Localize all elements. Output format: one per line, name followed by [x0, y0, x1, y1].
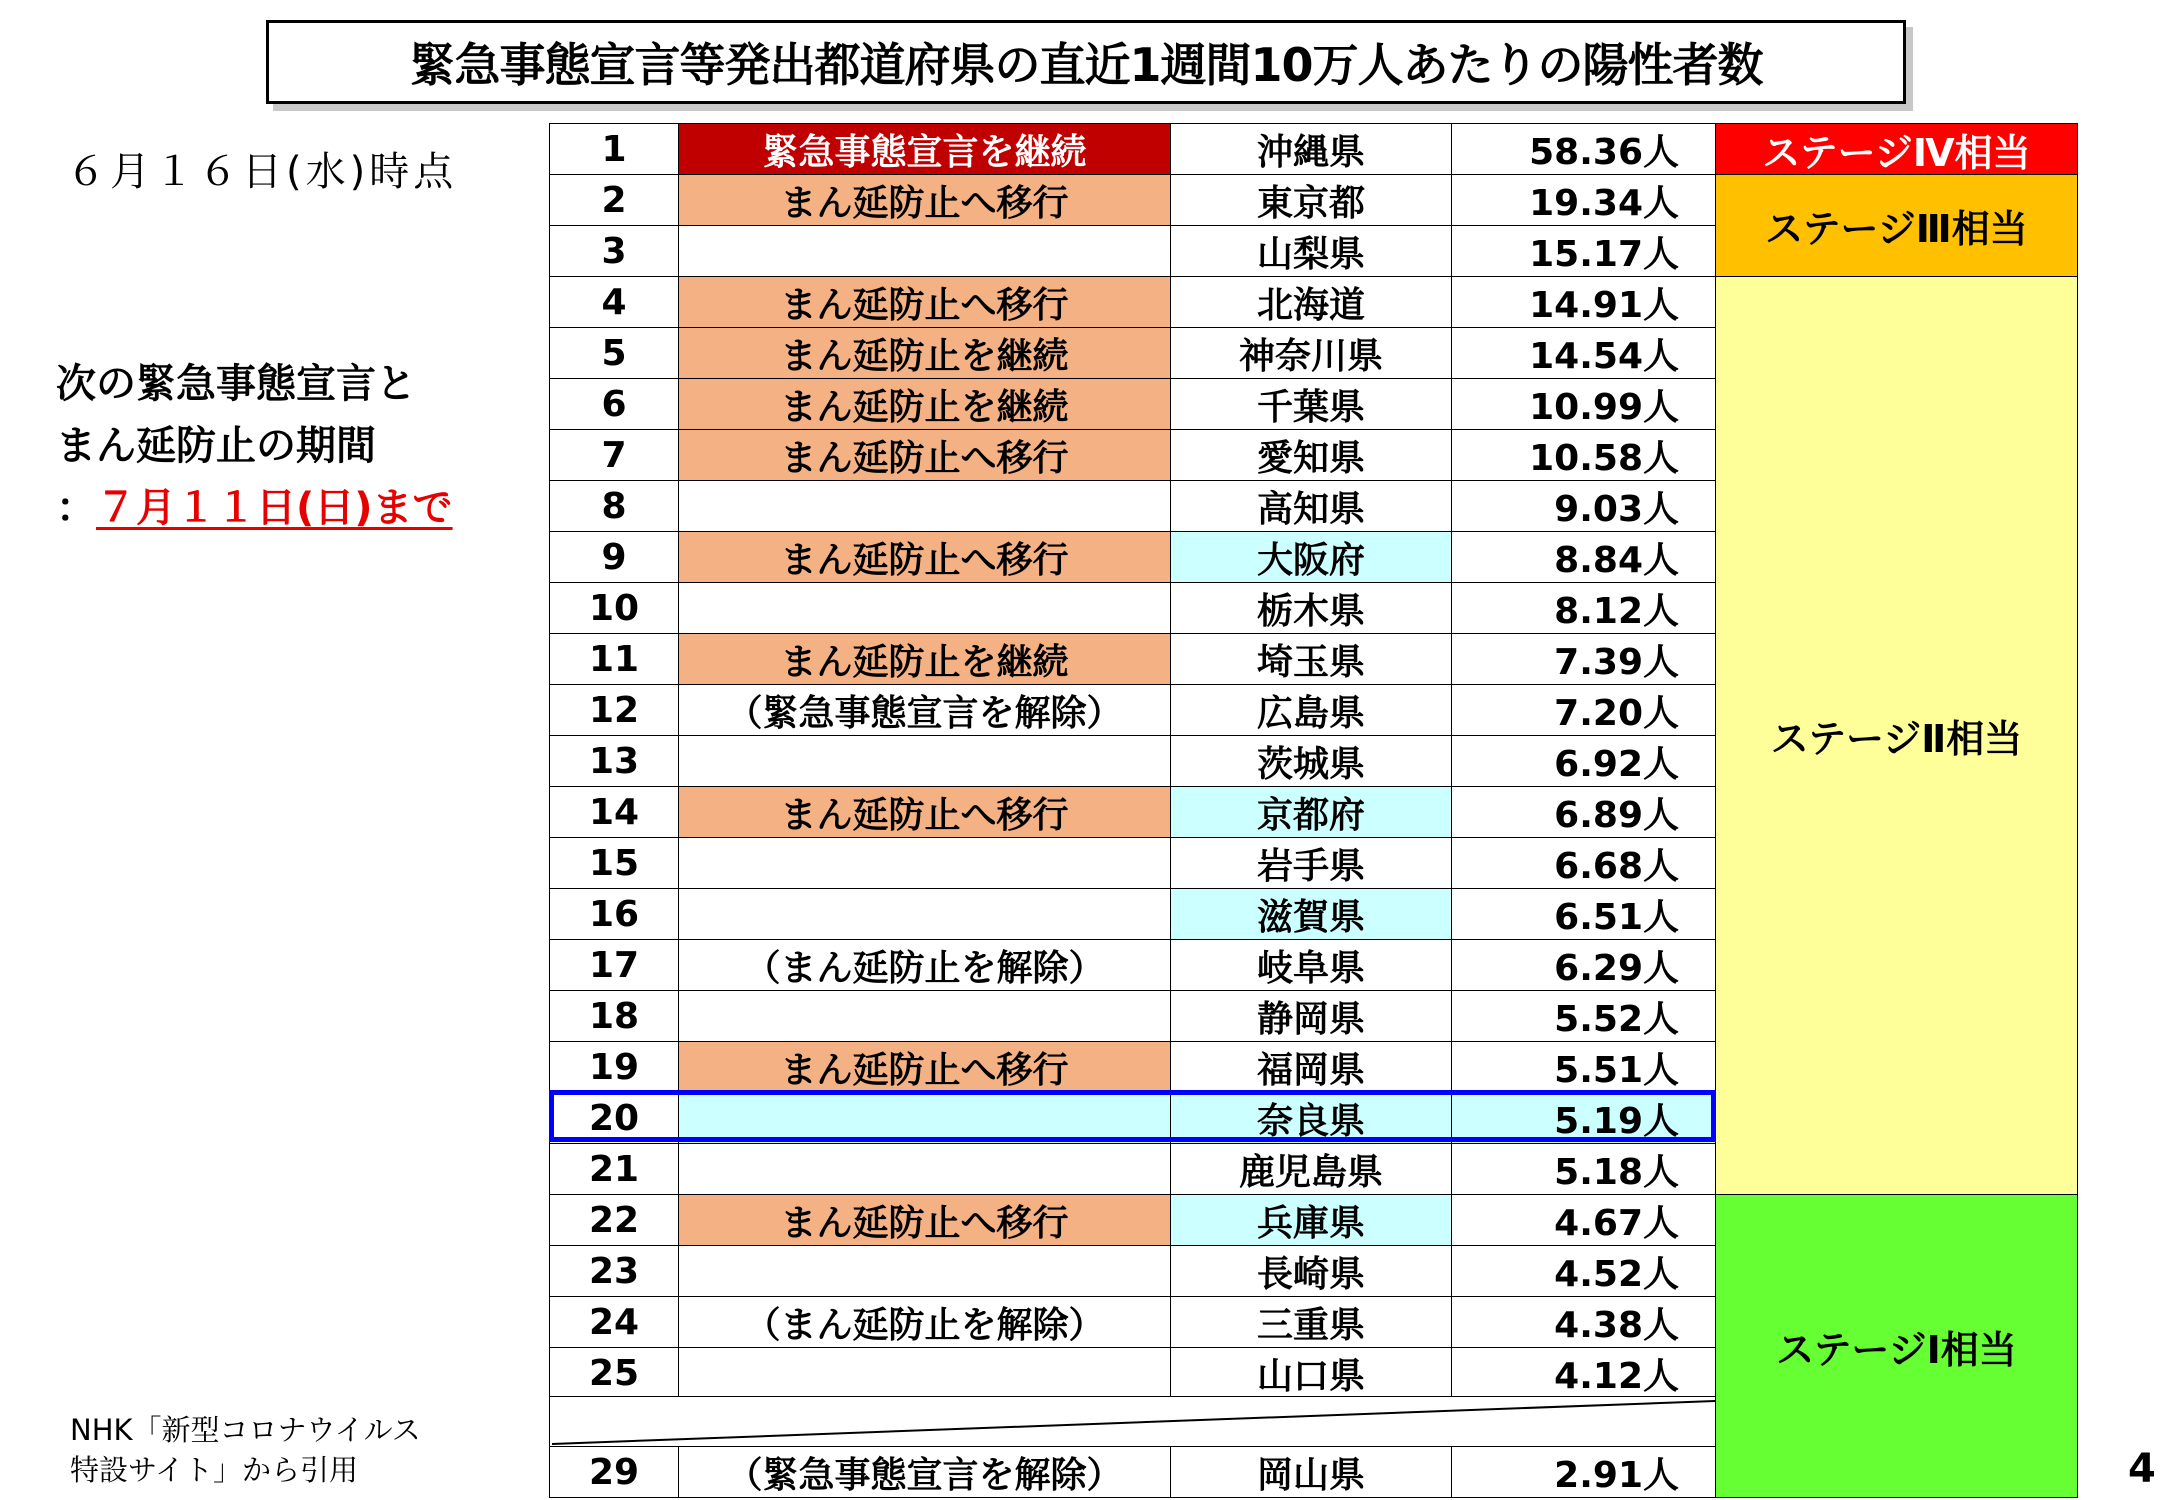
prefecture-cell: 長崎県	[1170, 1245, 1452, 1297]
period-note-prefix: ：	[56, 485, 96, 531]
measure-status-cell: （緊急事態宣言を解除）	[678, 1446, 1171, 1498]
rank-cell: 15	[549, 837, 679, 889]
prefecture-cell: 神奈川県	[1170, 327, 1452, 379]
measure-status-cell	[678, 1143, 1171, 1195]
stage-label-cell: ステージⅡ相当	[1715, 276, 2078, 1195]
period-deadline: ７月１１日(日)まで	[96, 485, 453, 531]
positive-rate-cell: 5.52人	[1451, 990, 1716, 1042]
measure-status-cell	[678, 837, 1171, 889]
rank-cell: 10	[549, 582, 679, 634]
measure-status-cell: まん延防止へ移行	[678, 786, 1171, 838]
measure-status-cell	[678, 480, 1171, 532]
prefecture-cell: 高知県	[1170, 480, 1452, 532]
positive-rate-cell: 9.03人	[1451, 480, 1716, 532]
prefecture-cell: 山口県	[1170, 1347, 1452, 1399]
period-note-line1: 次の緊急事態宣言と	[56, 361, 416, 407]
positive-rate-cell: 5.19人	[1451, 1092, 1716, 1144]
omission-diagonal-line	[550, 1397, 1717, 1448]
positive-rate-cell: 7.39人	[1451, 633, 1716, 685]
positive-rate-cell: 14.91人	[1451, 276, 1716, 328]
prefecture-cell: 鹿児島県	[1170, 1143, 1452, 1195]
positive-rate-cell: 2.91人	[1451, 1446, 1716, 1498]
prefecture-cell: 沖縄県	[1170, 123, 1452, 175]
rank-cell: 6	[549, 378, 679, 430]
rank-cell: 18	[549, 990, 679, 1042]
prefecture-cell: 茨城県	[1170, 735, 1452, 787]
measure-status-cell: まん延防止を継続	[678, 327, 1171, 379]
positive-rate-cell: 5.18人	[1451, 1143, 1716, 1195]
prefecture-cell: 滋賀県	[1170, 888, 1452, 940]
period-note-line2: まん延防止の期間	[56, 423, 376, 469]
measure-status-cell: （まん延防止を解除）	[678, 939, 1171, 991]
measure-status-cell	[678, 990, 1171, 1042]
rank-cell: 29	[549, 1446, 679, 1498]
prefecture-cell: 静岡県	[1170, 990, 1452, 1042]
measure-status-cell	[678, 225, 1171, 277]
stage-label-cell: ステージⅠ相当	[1715, 1194, 2078, 1498]
measure-status-cell: まん延防止へ移行	[678, 429, 1171, 481]
as-of-date: ６月１６日(水)時点	[66, 149, 458, 195]
rank-cell: 13	[549, 735, 679, 787]
prefecture-cell: 岐阜県	[1170, 939, 1452, 991]
rank-cell: 2	[549, 174, 679, 226]
prefecture-cell: 埼玉県	[1170, 633, 1452, 685]
measure-status-cell: （まん延防止を解除）	[678, 1296, 1171, 1348]
positive-rate-cell: 10.58人	[1451, 429, 1716, 481]
positive-rate-cell: 6.68人	[1451, 837, 1716, 889]
page-title-text: 緊急事態宣言等発出都道府県の直近1週間10万人あたりの陽性者数	[409, 38, 1763, 92]
rank-cell: 24	[549, 1296, 679, 1348]
measure-status-cell	[678, 735, 1171, 787]
measure-status-cell: まん延防止へ移行	[678, 1041, 1171, 1093]
positive-rate-cell: 6.51人	[1451, 888, 1716, 940]
stage-label-cell: ステージⅢ相当	[1715, 174, 2078, 277]
measure-status-cell	[678, 1092, 1171, 1144]
prefecture-cell: 大阪府	[1170, 531, 1452, 583]
rank-cell: 14	[549, 786, 679, 838]
positive-rate-cell: 14.54人	[1451, 327, 1716, 379]
prefecture-cell: 山梨県	[1170, 225, 1452, 277]
rank-cell: 8	[549, 480, 679, 532]
page-number: 4	[2128, 1446, 2156, 1492]
prefecture-cell: 兵庫県	[1170, 1194, 1452, 1246]
positive-rate-cell: 6.89人	[1451, 786, 1716, 838]
prefecture-cell: 広島県	[1170, 684, 1452, 736]
positive-rate-cell: 10.99人	[1451, 378, 1716, 430]
rank-cell: 22	[549, 1194, 679, 1246]
prefecture-cell: 岩手県	[1170, 837, 1452, 889]
positive-rate-cell: 58.36人	[1451, 123, 1716, 175]
positive-rate-cell: 15.17人	[1451, 225, 1716, 277]
measure-status-cell: 緊急事態宣言を継続	[678, 123, 1171, 175]
rank-cell: 25	[549, 1347, 679, 1399]
prefecture-cell: 愛知県	[1170, 429, 1452, 481]
omitted-rows-gap	[549, 1396, 1716, 1447]
positive-rate-cell: 6.29人	[1451, 939, 1716, 991]
positive-rate-cell: 7.20人	[1451, 684, 1716, 736]
rank-cell: 12	[549, 684, 679, 736]
prefecture-cell: 福岡県	[1170, 1041, 1452, 1093]
rank-cell: 5	[549, 327, 679, 379]
prefecture-cell: 北海道	[1170, 276, 1452, 328]
positive-rate-cell: 4.52人	[1451, 1245, 1716, 1297]
measure-status-cell: まん延防止を継続	[678, 633, 1171, 685]
page-title	[266, 20, 1906, 104]
measure-status-cell: まん延防止へ移行	[678, 276, 1171, 328]
rank-cell: 4	[549, 276, 679, 328]
positive-rate-cell: 4.38人	[1451, 1296, 1716, 1348]
measure-status-cell	[678, 888, 1171, 940]
rank-cell: 11	[549, 633, 679, 685]
rank-cell: 19	[549, 1041, 679, 1093]
measure-status-cell	[678, 1347, 1171, 1399]
prefecture-ranking-table	[549, 123, 2079, 1497]
prefecture-cell: 三重県	[1170, 1296, 1452, 1348]
positive-rate-cell: 4.12人	[1451, 1347, 1716, 1399]
rank-cell: 7	[549, 429, 679, 481]
positive-rate-cell: 6.92人	[1451, 735, 1716, 787]
period-note-line3	[56, 476, 453, 533]
measure-status-cell: まん延防止へ移行	[678, 174, 1171, 226]
positive-rate-cell: 8.12人	[1451, 582, 1716, 634]
positive-rate-cell: 19.34人	[1451, 174, 1716, 226]
positive-rate-cell: 5.51人	[1451, 1041, 1716, 1093]
rank-cell: 3	[549, 225, 679, 277]
prefecture-cell: 奈良県	[1170, 1092, 1452, 1144]
measure-status-cell	[678, 582, 1171, 634]
prefecture-cell: 栃木県	[1170, 582, 1452, 634]
prefecture-cell: 岡山県	[1170, 1446, 1452, 1498]
positive-rate-cell: 8.84人	[1451, 531, 1716, 583]
prefecture-cell: 千葉県	[1170, 378, 1452, 430]
rank-cell: 17	[549, 939, 679, 991]
source-note-line1: NHK「新型コロナウイルス	[70, 1413, 421, 1447]
rank-cell: 16	[549, 888, 679, 940]
measure-status-cell: まん延防止へ移行	[678, 1194, 1171, 1246]
measure-status-cell	[678, 1245, 1171, 1297]
rank-cell: 23	[549, 1245, 679, 1297]
stage-label-cell: ステージⅣ相当	[1715, 123, 2078, 175]
prefecture-cell: 京都府	[1170, 786, 1452, 838]
measure-status-cell: まん延防止へ移行	[678, 531, 1171, 583]
prefecture-cell: 東京都	[1170, 174, 1452, 226]
rank-cell: 20	[549, 1092, 679, 1144]
rank-cell: 9	[549, 531, 679, 583]
rank-cell: 21	[549, 1143, 679, 1195]
rank-cell: 1	[549, 123, 679, 175]
positive-rate-cell: 4.67人	[1451, 1194, 1716, 1246]
source-note-line2: 特設サイト」から引用	[70, 1453, 358, 1487]
measure-status-cell: まん延防止を継続	[678, 378, 1171, 430]
measure-status-cell: （緊急事態宣言を解除）	[678, 684, 1171, 736]
